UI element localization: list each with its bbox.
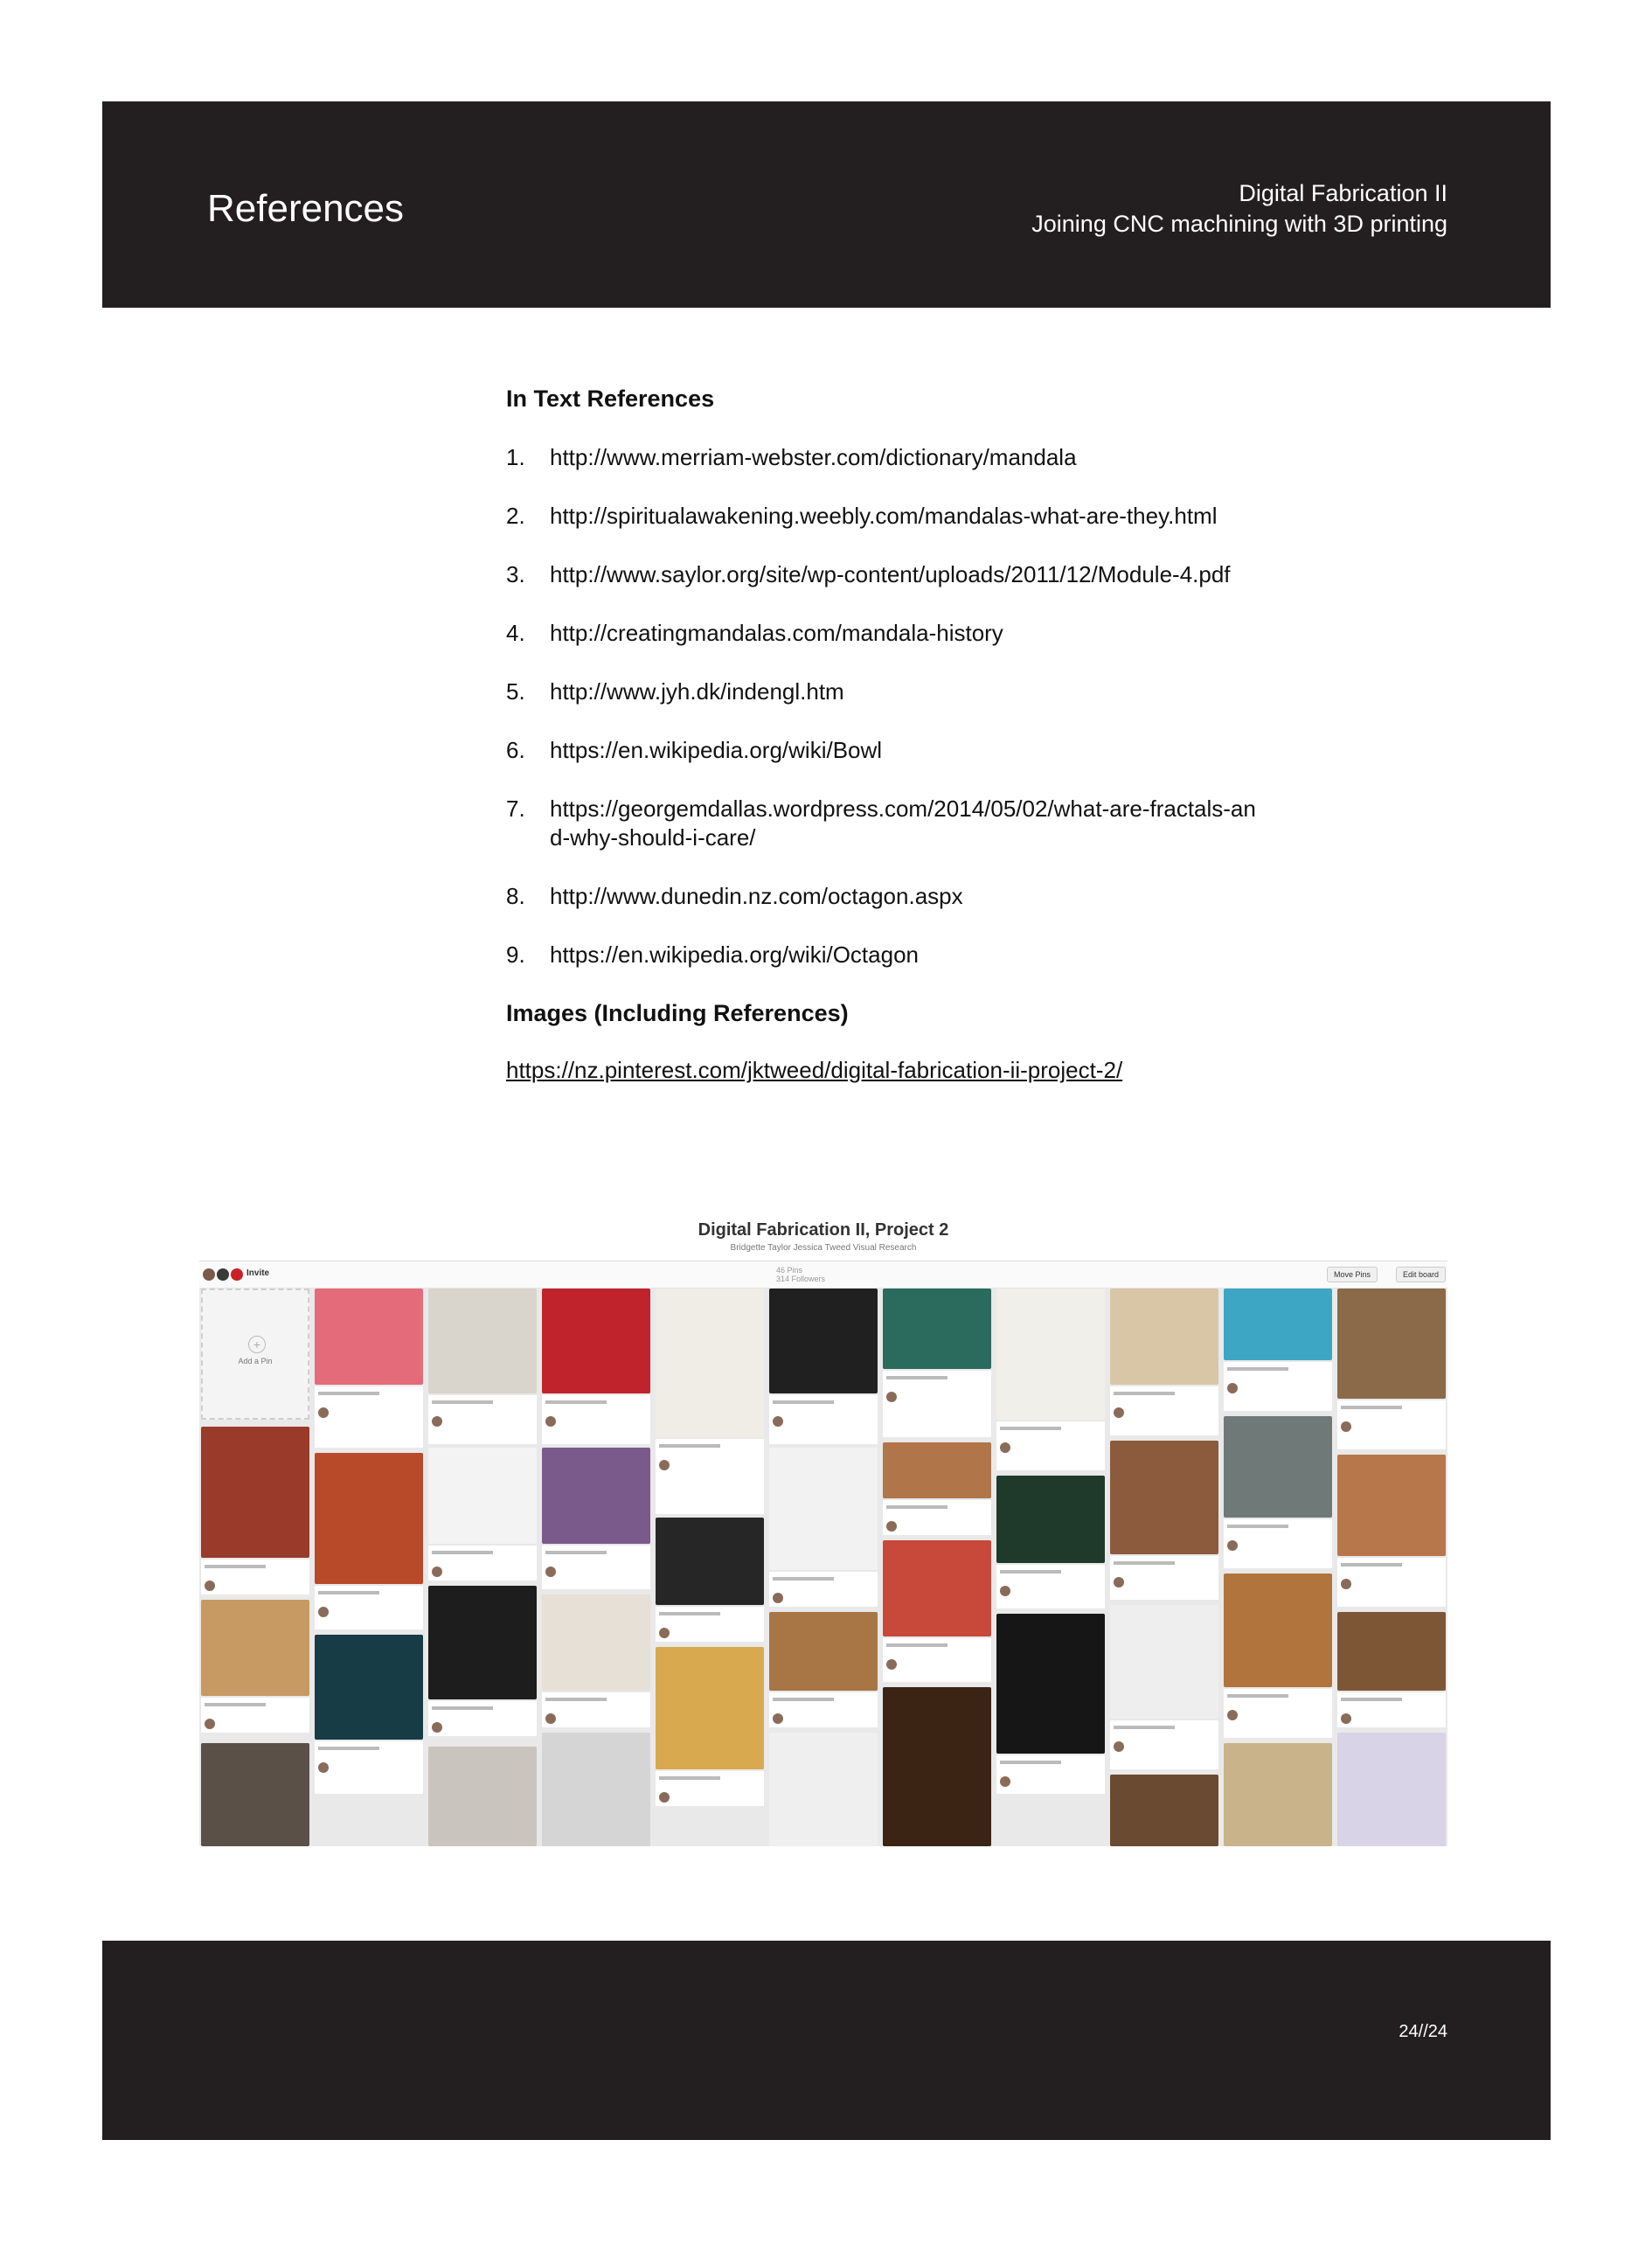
pin-column — [428, 1289, 537, 1846]
pin-image[interactable] — [1110, 1775, 1218, 1846]
pin-image[interactable] — [542, 1733, 650, 1846]
followers-count: 314 Followers — [776, 1275, 826, 1283]
pin-image[interactable] — [315, 1289, 423, 1385]
reference-item — [506, 736, 1258, 765]
page-number: 24//24 — [1399, 2022, 1447, 2041]
reference-number: 9. — [506, 941, 525, 968]
pin-card — [769, 1395, 878, 1444]
edit-board-button[interactable]: Edit board — [1396, 1267, 1446, 1282]
reference-item — [506, 619, 1258, 648]
add-pin-tile[interactable] — [201, 1289, 309, 1420]
reference-url[interactable]: https://en.wikipedia.org/wiki/Bowl — [550, 737, 883, 763]
reference-url[interactable]: http://www.merriam-webster.com/dictionary/mandala — [550, 444, 1077, 470]
pin-column — [1110, 1289, 1218, 1846]
pin-image[interactable] — [1224, 1743, 1332, 1846]
pin-card — [656, 1771, 764, 1806]
reference-item — [506, 677, 1258, 706]
pin-card — [883, 1500, 991, 1535]
reference-number: 2. — [506, 503, 525, 529]
pin-image[interactable] — [656, 1647, 764, 1769]
pin-card — [315, 1586, 423, 1629]
pin-column — [542, 1289, 650, 1846]
reference-url[interactable]: http://www.saylor.org/site/wp-content/uploads/2011/12/Module-4.pdf — [550, 561, 1231, 587]
invite-button[interactable]: Invite — [246, 1268, 270, 1278]
pin-card — [542, 1692, 650, 1727]
reference-number: 1. — [506, 444, 525, 470]
reference-number: 4. — [506, 620, 525, 646]
header-bar — [102, 101, 1551, 308]
in-text-references-heading: In Text References — [506, 386, 715, 412]
pin-image[interactable] — [1110, 1441, 1218, 1554]
pin-image[interactable] — [428, 1586, 537, 1699]
pin-card — [428, 1701, 537, 1736]
pin-image[interactable] — [1337, 1612, 1446, 1691]
pin-card — [883, 1638, 991, 1682]
pin-image[interactable] — [201, 1427, 309, 1558]
pin-image[interactable] — [883, 1442, 991, 1498]
board-title: Digital Fabrication II, Project 2 — [698, 1220, 949, 1240]
pin-column — [769, 1289, 878, 1846]
pin-card — [1337, 1558, 1446, 1607]
reference-item — [506, 941, 1258, 969]
pin-image[interactable] — [201, 1600, 309, 1696]
pin-image[interactable] — [542, 1448, 650, 1544]
board-subtitle: Bridgette Taylor Jessica Tweed Visual Research — [730, 1243, 917, 1253]
pin-image[interactable] — [1110, 1289, 1218, 1385]
pin-image[interactable] — [883, 1289, 991, 1369]
avatar — [231, 1268, 243, 1281]
pin-image[interactable] — [315, 1453, 423, 1584]
pin-card — [428, 1546, 537, 1581]
pin-column — [1337, 1289, 1446, 1846]
page-title: References — [207, 187, 405, 230]
pin-card — [883, 1371, 991, 1437]
reference-number: 6. — [506, 737, 525, 763]
board-stats — [776, 1266, 825, 1283]
reference-item — [506, 502, 1258, 531]
reference-url[interactable]: http://creatingmandalas.com/mandala-history — [550, 620, 1003, 646]
pin-image[interactable] — [201, 1743, 309, 1846]
reference-item — [506, 882, 1258, 911]
pin-column — [1224, 1289, 1332, 1846]
pin-card — [1224, 1362, 1332, 1411]
pin-card — [656, 1607, 764, 1642]
footer-bar — [102, 1941, 1551, 2140]
pinterest-board-link[interactable]: https://nz.pinterest.com/jktweed/digital-fabrication-ii-project-2/ — [506, 1057, 1123, 1083]
pin-image[interactable] — [769, 1733, 878, 1846]
pin-image[interactable] — [996, 1476, 1105, 1563]
pin-card — [315, 1741, 423, 1794]
pin-card — [1110, 1556, 1218, 1600]
pin-card — [996, 1421, 1105, 1470]
avatar — [217, 1268, 229, 1281]
board-toolbar — [199, 1261, 1447, 1289]
pin-image[interactable] — [542, 1289, 650, 1393]
course-subtitle: Joining CNC machining with 3D printing — [1031, 211, 1447, 237]
pin-card — [201, 1560, 309, 1594]
pin-card — [428, 1395, 537, 1444]
pin-image[interactable] — [883, 1540, 991, 1636]
pin-column — [315, 1289, 423, 1846]
reference-url[interactable]: https://en.wikipedia.org/wiki/Octagon — [550, 941, 919, 968]
pin-image[interactable] — [315, 1635, 423, 1740]
pin-card — [1224, 1689, 1332, 1738]
reference-number: 7. — [506, 795, 525, 822]
pin-image[interactable] — [1224, 1416, 1332, 1518]
pin-column — [883, 1289, 991, 1846]
course-info — [1031, 178, 1447, 240]
pin-card — [769, 1692, 878, 1727]
pinterest-board-screenshot — [199, 1208, 1447, 1846]
pin-column — [656, 1289, 764, 1846]
pin-image[interactable] — [769, 1612, 878, 1691]
pin-card — [769, 1572, 878, 1607]
reference-url[interactable]: http://www.dunedin.nz.com/octagon.aspx — [550, 883, 963, 909]
pin-card — [542, 1546, 650, 1589]
reference-url[interactable]: http://spiritualawakening.weebly.com/mandalas-what-are-they.html — [550, 503, 1218, 529]
pin-image[interactable] — [1224, 1289, 1332, 1360]
reference-list — [506, 443, 1258, 969]
pin-image[interactable] — [428, 1448, 537, 1544]
reference-item — [506, 795, 1258, 852]
pin-card — [656, 1439, 764, 1514]
pin-card — [1337, 1692, 1446, 1727]
pin-image[interactable] — [1224, 1574, 1332, 1687]
pin-image[interactable] — [542, 1594, 650, 1691]
pin-card — [542, 1395, 650, 1444]
pin-card — [1224, 1519, 1332, 1568]
course-name: Digital Fabrication II — [1239, 180, 1447, 206]
pin-card — [1110, 1720, 1218, 1769]
pin-image[interactable] — [996, 1614, 1105, 1754]
pin-image[interactable] — [883, 1687, 991, 1846]
avatar — [203, 1268, 215, 1281]
pin-image[interactable] — [769, 1289, 878, 1393]
reference-number: 5. — [506, 678, 525, 705]
pin-card — [1110, 1386, 1218, 1435]
reference-item — [506, 443, 1258, 472]
pin-card — [315, 1386, 423, 1448]
reference-url[interactable]: https://georgemdallas.wordpress.com/2014/05/02/what-are-fractals-and-why-should-i-care/ — [550, 795, 1256, 851]
pin-image[interactable] — [1337, 1455, 1446, 1556]
pin-image[interactable] — [1337, 1733, 1446, 1846]
plus-icon: + — [248, 1336, 266, 1353]
pin-image[interactable] — [428, 1289, 537, 1393]
images-heading: Images (Including References) — [506, 1000, 849, 1026]
pin-image[interactable] — [1337, 1289, 1446, 1399]
pin-card — [996, 1755, 1105, 1794]
pin-image[interactable] — [996, 1289, 1105, 1420]
pin-image[interactable] — [769, 1448, 878, 1570]
pin-column — [996, 1289, 1105, 1846]
pin-image[interactable] — [656, 1518, 764, 1605]
reference-item — [506, 560, 1258, 589]
pin-image[interactable] — [428, 1747, 537, 1846]
pins-count: 46 Pins — [776, 1266, 803, 1275]
add-pin-label: Add a Pin — [238, 1357, 273, 1365]
references-content — [506, 385, 1258, 1085]
reference-url[interactable]: http://www.jyh.dk/indengl.htm — [550, 678, 844, 705]
pin-card — [1337, 1400, 1446, 1449]
pin-image[interactable] — [1110, 1605, 1218, 1719]
pin-image[interactable] — [656, 1289, 764, 1437]
move-pins-button[interactable]: Move Pins — [1327, 1267, 1378, 1282]
reference-number: 3. — [506, 561, 525, 587]
pin-column — [201, 1289, 309, 1846]
pin-card — [201, 1698, 309, 1733]
pin-grid — [199, 1289, 1447, 1846]
reference-number: 8. — [506, 883, 525, 909]
pin-card — [996, 1565, 1105, 1608]
